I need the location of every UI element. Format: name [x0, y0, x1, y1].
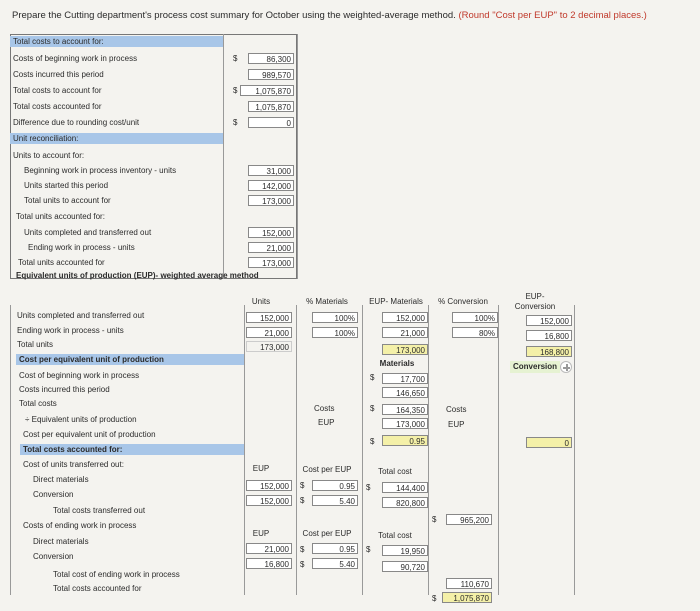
col-header-cost-per-eup: Cost per EUP — [302, 465, 352, 474]
transferred-conversion-total-field[interactable]: 820,800 — [382, 497, 428, 508]
dollar-sign: $ — [233, 86, 238, 95]
costs-accounted-header: Total costs accounted for: — [20, 444, 244, 455]
transferred-header: Cost of units transferred out: — [23, 460, 124, 469]
row-label: Difference due to rounding cost/unit — [13, 118, 140, 127]
eup-materials-ending-field[interactable]: 21,000 — [382, 327, 428, 338]
col-header-eup-conversion: EUP- Conversion — [514, 292, 556, 311]
conversion-costs-label: Costs — [446, 405, 467, 414]
row-label: Units completed and transferred out — [17, 311, 145, 320]
pct-conversion-ending-field[interactable]: 80% — [452, 327, 498, 338]
col-header-pct-materials: % Materials — [306, 297, 348, 306]
col-header-eup-materials: EUP- Materials — [369, 297, 423, 306]
dollar-sign: $ — [370, 404, 375, 413]
pct-materials-completed-field[interactable]: 100% — [312, 312, 358, 323]
eup-header: Equivalent units of production (EUP)- weighted average method — [16, 271, 259, 280]
total-units-accounted-header: Total units accounted for: — [16, 212, 105, 221]
col-header-total-cost: Total cost — [378, 467, 412, 476]
dollar-sign: $ — [432, 594, 437, 603]
column-divider — [297, 34, 298, 279]
beginning-wip-cost-field[interactable]: 86,300 — [248, 53, 294, 64]
column-divider — [498, 305, 499, 595]
unit-reconciliation-header: Unit reconciliation: — [10, 133, 223, 144]
ending-conversion-cpe-field[interactable]: 5.40 — [312, 558, 358, 569]
row-label: Conversion — [33, 490, 74, 499]
ending-materials-total-field[interactable]: 19,950 — [382, 545, 428, 556]
transferred-materials-total-field[interactable]: 144,400 — [382, 482, 428, 493]
row-label: Total units to account for — [24, 196, 111, 205]
eup-total-units-field[interactable]: 173,000 — [246, 341, 292, 352]
dollar-sign: $ — [300, 481, 305, 490]
eup-materials-completed-field[interactable]: 152,000 — [382, 312, 428, 323]
column-divider — [244, 305, 245, 595]
eup-units-ending-field[interactable]: 21,000 — [246, 327, 292, 338]
row-label: Ending work in process - units — [28, 243, 135, 252]
col-header-pct-conversion: % Conversion — [438, 297, 488, 306]
col-header-units: Units — [251, 297, 271, 306]
ending-conversion-total-field[interactable]: 90,720 — [382, 561, 428, 572]
ending-header: Costs of ending work in process — [23, 521, 137, 530]
row-label: Total costs — [19, 399, 57, 408]
ending-conversion-eup-field[interactable]: 16,800 — [246, 558, 292, 569]
dollar-sign: $ — [300, 545, 305, 554]
units-started-field[interactable]: 142,000 — [248, 180, 294, 191]
eup-materials-total-field[interactable]: 173,000 — [382, 344, 428, 355]
pct-conversion-completed-field[interactable]: 100% — [452, 312, 498, 323]
column-divider — [362, 305, 363, 595]
column-divider — [428, 305, 429, 595]
row-label: Ending work in process - units — [17, 326, 124, 335]
instructions — [12, 10, 692, 22]
ending-wip-units-field[interactable]: 21,000 — [248, 242, 294, 253]
row-label: Total units accounted for — [18, 258, 105, 267]
row-label: Units completed and transferred out — [24, 228, 152, 237]
row-label: Costs incurred this period — [13, 70, 104, 79]
eup-conversion-completed-field[interactable]: 152,000 — [526, 315, 572, 326]
total-costs-accounted-field[interactable]: 1,075,870 — [248, 101, 294, 112]
col-header-total-cost: Total cost — [378, 531, 412, 540]
row-label: Beginning work in process inventory - units — [24, 166, 177, 175]
transferred-conversion-cpe-field[interactable]: 5.40 — [312, 495, 358, 506]
dollar-sign: $ — [366, 545, 371, 554]
rounding-difference-field[interactable]: 0 — [248, 117, 294, 128]
row-label: Cost per equivalent unit of production — [23, 430, 156, 439]
left-border — [10, 305, 11, 595]
row-label: Total costs to account for — [13, 86, 102, 95]
eup-units-completed-field[interactable]: 152,000 — [246, 312, 292, 323]
row-label: Cost of beginning work in process — [19, 371, 140, 380]
materials-cost-per-eup-field[interactable]: 0.95 — [382, 435, 428, 446]
col-header-cost-per-eup: Cost per EUP — [302, 529, 352, 538]
col-header-eup: EUP — [252, 529, 270, 538]
instructions-note: (Round "Cost per EUP" to 2 decimal places.) — [458, 10, 647, 21]
transferred-materials-cpe-field[interactable]: 0.95 — [312, 480, 358, 491]
column-divider — [223, 34, 224, 279]
conversion-eup-label: EUP — [448, 420, 465, 429]
units-completed-field[interactable]: 152,000 — [248, 227, 294, 238]
row-label: Direct materials — [33, 537, 89, 546]
eup-conversion-ending-field[interactable]: 16,800 — [526, 330, 572, 341]
row-label: Total cost of ending work in process — [53, 570, 180, 579]
grand-total-field[interactable]: 1,075,870 — [442, 592, 492, 603]
row-label: Costs of beginning work in process — [13, 54, 138, 63]
dollar-sign: $ — [300, 496, 305, 505]
column-divider — [296, 305, 297, 595]
instructions-main: Prepare the Cutting department's process cost summary for October using the weighted-average method. — [12, 10, 456, 21]
materials-beginning-cost-field[interactable]: 17,700 — [382, 373, 428, 384]
row-label: Direct materials — [33, 475, 89, 484]
costs-incurred-field[interactable]: 989,570 — [248, 69, 294, 80]
materials-total-costs-field[interactable]: 164,350 — [382, 404, 428, 415]
dollar-sign: $ — [370, 373, 375, 382]
row-label: Total costs accounted for — [13, 102, 102, 111]
materials-costs-label: Costs — [314, 404, 335, 413]
col-header-eup: EUP — [252, 464, 270, 473]
materials-incurred-field[interactable]: 146,650 — [382, 387, 428, 398]
materials-eup-label: EUP — [318, 418, 335, 427]
beginning-wip-units-field[interactable]: 31,000 — [248, 165, 294, 176]
row-label: Total costs accounted for — [53, 584, 142, 593]
plus-icon[interactable] — [560, 361, 572, 373]
total-units-accounted-field[interactable]: 173,000 — [248, 257, 294, 268]
dollar-sign: $ — [366, 483, 371, 492]
conversion-label: Conversion — [510, 361, 560, 373]
eup-conversion-total-field[interactable]: 168,800 — [526, 346, 572, 357]
dollar-sign: $ — [233, 54, 238, 63]
transferred-materials-eup-field[interactable]: 152,000 — [246, 480, 292, 491]
row-label: Units started this period — [24, 181, 109, 190]
row-label: Total units — [17, 340, 54, 349]
ending-materials-eup-field[interactable]: 21,000 — [246, 543, 292, 554]
total-transferred-field[interactable]: 965,200 — [446, 514, 492, 525]
row-label: ÷ Equivalent units of production — [25, 415, 137, 424]
dollar-sign: $ — [370, 437, 375, 446]
cost-per-eup-header: Cost per equivalent unit of production — [16, 354, 244, 365]
units-to-account-header: Units to account for: — [13, 151, 85, 160]
costs-header: Total costs to account for: — [10, 36, 223, 47]
total-units-to-account-field[interactable]: 173,000 — [248, 195, 294, 206]
row-label: Conversion — [33, 552, 74, 561]
dollar-sign: $ — [432, 515, 437, 524]
materials-label: Materials — [379, 359, 415, 368]
conversion-cost-per-eup-field[interactable]: 0 — [526, 437, 572, 448]
pct-materials-ending-field[interactable]: 100% — [312, 327, 358, 338]
materials-eup-field[interactable]: 173,000 — [382, 418, 428, 429]
ending-materials-cpe-field[interactable]: 0.95 — [312, 543, 358, 554]
total-costs-to-account-field[interactable]: 1,075,870 — [240, 85, 294, 96]
total-ending-wip-field[interactable]: 110,670 — [446, 578, 492, 589]
row-label: Total costs transferred out — [53, 506, 146, 515]
dollar-sign: $ — [233, 118, 238, 127]
row-label: Costs incurred this period — [19, 385, 110, 394]
column-divider — [574, 305, 575, 595]
transferred-conversion-eup-field[interactable]: 152,000 — [246, 495, 292, 506]
dollar-sign: $ — [300, 560, 305, 569]
